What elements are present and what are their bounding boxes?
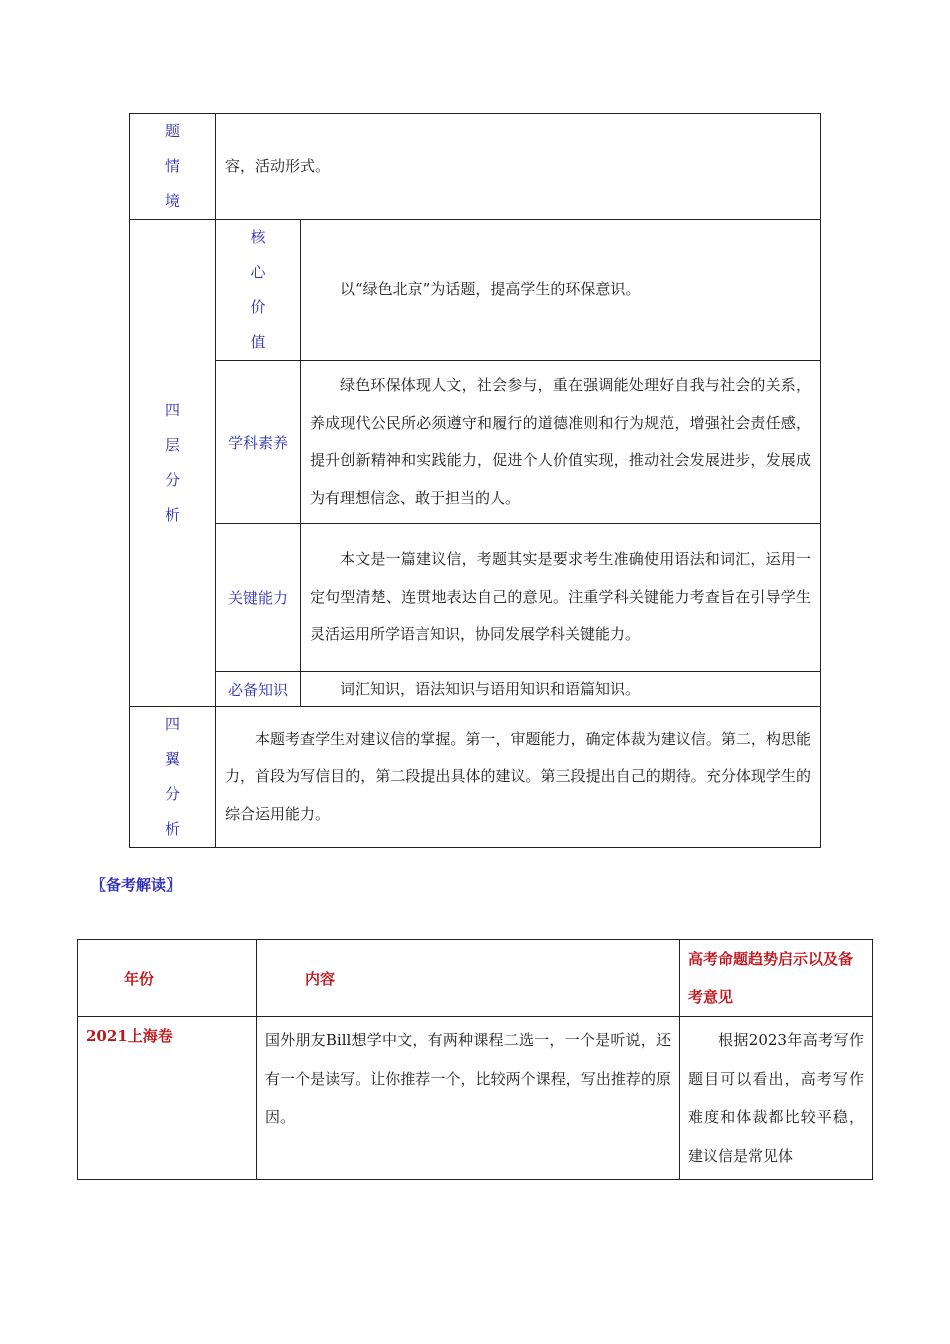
- analysis-table: [129, 113, 821, 848]
- section-heading: 〖备考解读〗: [91, 876, 182, 894]
- essential-knowledge-content: 词汇知识，语法知识与语用知识和语篇知识。: [301, 672, 821, 707]
- table-row-year: 2021上海卷: [78, 1017, 257, 1180]
- label-four-layer-analysis: 四 层 分 析: [130, 220, 216, 707]
- label-core-value: 核 心 价 值: [216, 220, 301, 361]
- header-content: 内容: [257, 940, 680, 1017]
- core-value-content: 以“绿色北京”为话题，提高学生的环保意识。: [301, 220, 821, 361]
- topic-context-content: 容，活动形式。: [216, 114, 821, 220]
- header-year: 年份: [78, 940, 257, 1017]
- label-key-ability: 关键能力: [216, 524, 301, 672]
- label-topic-context: 题 情 境: [130, 114, 216, 220]
- subject-literacy-content: 绿色环保体现人文，社会参与，重在强调能处理好自我与社会的关系，养成现代公民所必须遵守和履行的道德准则和行为规范，增强社会责任感，提升创新精神和实践能力，促进个人价值实现，推动社会发展进步，发展成为有理想信念、敢于担当的人。: [301, 361, 821, 524]
- label-four-wing-analysis: 四 翼 分 析: [130, 707, 216, 848]
- four-wing-content: 本题考查学生对建议信的掌握。第一，审题能力，确定体裁为建议信。第二，构思能力，首段为写信目的，第二段提出具体的建议。第三段提出自己的期待。充分体现学生的综合运用能力。: [216, 707, 821, 848]
- label-subject-literacy: 学科素养: [216, 361, 301, 524]
- exam-prep-table: [77, 939, 873, 1180]
- key-ability-content: 本文是一篇建议信，考题其实是要求考生准确使用语法和词汇，运用一定句型清楚、连贯地表达自己的意见。注重学科关键能力考查旨在引导学生灵活运用所学语言知识，协同发展学科关键能力。: [301, 524, 821, 672]
- table-row-advice: 根据2023年高考写作题目可以看出，高考写作难度和体裁都比较平稳，建议信是常见体: [680, 1017, 873, 1180]
- label-essential-knowledge: 必备知识: [216, 672, 301, 707]
- table-row-content: 国外朋友Bill想学中文，有两种课程二选一，一个是听说，还有一个是读写。让你推荐一个，比较两个课程，写出推荐的原因。: [257, 1017, 680, 1180]
- header-advice: 高考命题趋势启示以及备考意见: [680, 940, 873, 1017]
